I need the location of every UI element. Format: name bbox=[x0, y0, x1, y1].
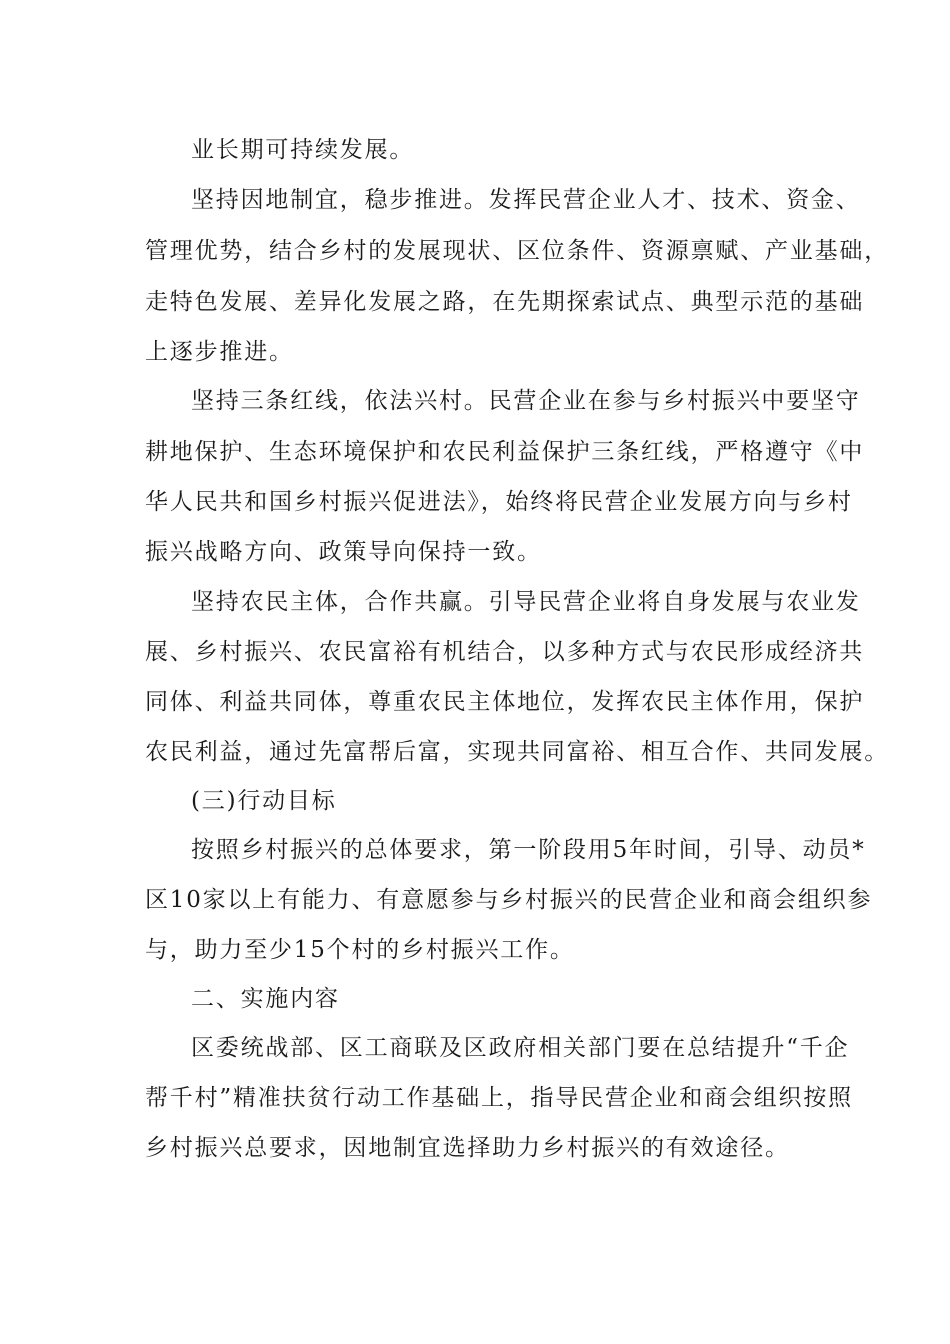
paragraph-line: 区10家以上有能力、有意愿参与乡村振兴的民营企业和商会组织参 bbox=[145, 887, 873, 913]
paragraph-line: 耕地保护、生态环境保护和农民利益保护三条红线，严格遵守《中 bbox=[145, 439, 865, 465]
paragraph-line: 按照乡村振兴的总体要求，第一阶段用5年时间，引导、动员* bbox=[191, 837, 866, 863]
paragraph-line: 走特色发展、差异化发展之路，在先期探索试点、典型示范的基础 bbox=[145, 289, 865, 315]
paragraph-line: 帮千村”精准扶贫行动工作基础上，指导民营企业和商会组织按照 bbox=[145, 1085, 853, 1111]
paragraph-line: 坚持因地制宜，稳步推进。发挥民营企业人才、技术、资金、 bbox=[191, 187, 861, 213]
paragraph-line: 坚持农民主体，合作共赢。引导民营企业将自身发展与农业发 bbox=[191, 589, 861, 615]
paragraph-continuation-line: 业长期可持续发展。 bbox=[191, 137, 415, 163]
paragraph-line: 区委统战部、区工商联及区政府相关部门要在总结提升“千企 bbox=[191, 1035, 850, 1061]
paragraph-line: 管理优势，结合乡村的发展现状、区位条件、资源禀赋、产业基础， bbox=[145, 238, 889, 264]
paragraph-line: 上逐步推进。 bbox=[145, 339, 294, 365]
paragraph-line: 华人民共和国乡村振兴促进法》，始终将民营企业发展方向与乡村 bbox=[145, 489, 853, 515]
paragraph-line: 展、乡村振兴、农民富裕有机结合，以多种方式与农民形成经济共 bbox=[145, 639, 865, 665]
section-heading: 二、实施内容 bbox=[191, 986, 340, 1012]
section-subheading: (三)行动目标 bbox=[191, 788, 337, 814]
paragraph-line: 乡村振兴总要求，因地制宜选择助力乡村振兴的有效途径。 bbox=[145, 1135, 790, 1161]
paragraph-line: 农民利益，通过先富帮后富，实现共同富裕、相互合作、共同发展。 bbox=[145, 739, 889, 765]
paragraph-line: 振兴战略方向、政策导向保持一致。 bbox=[145, 539, 542, 565]
paragraph-line: 与，助力至少15个村的乡村振兴工作。 bbox=[145, 937, 575, 963]
paragraph-line: 坚持三条红线，依法兴村。民营企业在参与乡村振兴中要坚守 bbox=[191, 388, 861, 414]
paragraph-line: 同体、利益共同体，尊重农民主体地位，发挥农民主体作用，保护 bbox=[145, 689, 865, 715]
